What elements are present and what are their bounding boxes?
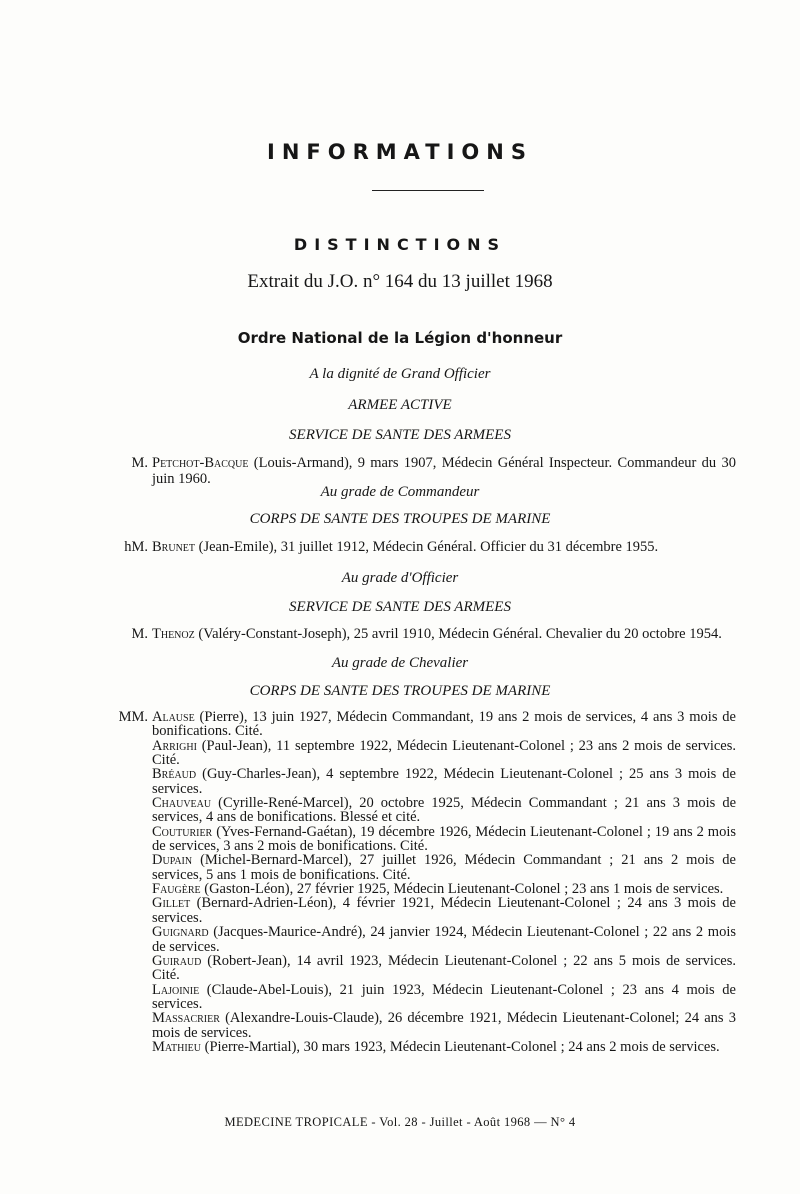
recipient-name: Faugère [152,881,201,898]
entry-details: (Louis-Armand), 9 mars 1907, Médecin Général Inspecteur. Commandeur du 30 juin 1960. [152,455,736,487]
list-item [152,710,736,739]
list-item [152,853,736,882]
recipient-name: Guignard [152,924,209,941]
list-item [152,767,736,796]
list-item [152,925,736,954]
entry-details: (Jean-Emile), 31 juillet 1912, Médecin Général. Officier du 31 décembre 1955. [195,539,659,555]
entry-text [152,539,736,555]
corps-heading: CORPS DE SANTE DES TROUPES DE MARINE [249,511,551,527]
list-item [152,1040,736,1054]
recipient-details: (Claude-Abel-Louis), 21 juin 1923, Médecin Lieutenant-Colonel ; 23 ans 4 mois de services. [152,981,736,1012]
page-title: INFORMATIONS [267,140,533,164]
grade-heading: A la dignité de Grand Officier [309,366,491,382]
title-divider [372,190,484,191]
entry-details: (Valéry-Constant-Joseph), 25 avril 1910, Médecin Général. Chevalier du 20 octobre 1954. [194,626,722,642]
recipient-name: Dupain [152,852,193,869]
list-item [152,983,736,1012]
recipient-name: Couturier [152,823,213,840]
list-item [152,825,736,854]
list-item [152,796,736,825]
entry-name: Brunet [152,539,196,555]
grade-heading: Au grade de Commandeur [320,484,480,500]
recipient-details: (Guy-Charles-Jean), 4 septembre 1922, Médecin Lieutenant-Colonel ; 25 ans 3 mois de services. [152,766,736,797]
entry-name: Thenoz [152,626,195,642]
recipient-name: Guiraud [152,952,202,969]
recipient-details: (Pierre), 13 juin 1927, Médecin Commandant, 19 ans 2 mois de services, 4 ans 3 mois de bonifications. Cité. [152,709,736,740]
recipient-name: Mathieu [152,1038,201,1055]
recipient-details: (Alexandre-Louis-Claude), 26 décembre 1921, Médecin Lieutenant-Colonel; 24 ans 3 mois de services. [152,1010,736,1041]
recipient-name: Gillet [152,895,191,912]
recipient-name: Alause [152,709,195,725]
recipient-details: (Michel-Bernard-Marcel), 27 juillet 1926, Médecin Commandant ; 21 ans 2 mois de services, 5 ans 1 mois de bonifications. Cité. [152,852,736,883]
list-item [152,1011,736,1040]
recipient-name: Arrighi [152,737,197,754]
corps-heading: SERVICE DE SANTE DES ARMEES [289,427,511,443]
list-item [152,739,736,768]
recipient-details: (Pierre-Martial), 30 mars 1923, Médecin Lieutenant-Colonel ; 24 ans 2 mois de services. [201,1038,720,1055]
entry-text [152,626,736,642]
recipient-details: (Bernard-Adrien-Léon), 4 février 1921, Médecin Lieutenant-Colonel ; 24 ans 3 mois de services. [152,895,736,926]
entry-text [152,455,736,487]
extract-line: Extrait du J.O. n° 164 du 13 juillet 1968 [247,271,553,292]
recipient-details: (Robert-Jean), 14 avril 1923, Médecin Lieutenant-Colonel ; 22 ans 5 mois de services. Cité. [152,952,736,984]
recipient-name: Chauveau [152,795,212,812]
recipient-details: (Yves-Fernand-Gaétan), 19 décembre 1926, Médecin Lieutenant-Colonel ; 19 ans 2 mois de services, 3 ans 2 mois de bonifications. Cité. [152,823,736,855]
entry-prefix: M. [131,626,148,642]
page-footer: MEDECINE TROPICALE - Vol. 28 - Juillet - Août 1968 — N° 4 [224,1115,576,1129]
list-item [152,954,736,983]
recipient-details: (Gaston-Léon), 27 février 1925, Médecin Lieutenant-Colonel ; 23 ans 1 mois de services. [200,881,724,898]
entry-prefix: M. [131,455,148,471]
entry-name: Petchot-Bacque [152,455,249,471]
recipient-name: Lajoinie [152,981,200,998]
list-prefix: MM. [118,709,148,725]
section-heading: DISTINCTIONS [293,235,507,254]
order-heading: Ordre National de la Légion d'honneur [237,329,563,347]
corps-heading: SERVICE DE SANTE DES ARMEES [289,599,511,615]
recipient-name: Massacrier [152,1010,220,1027]
list-item [152,882,736,896]
recipient-details: (Paul-Jean), 11 septembre 1922, Médecin Lieutenant-Colonel ; 23 ans 2 mois de services. Cité. [152,737,736,769]
grade-heading: Au grade d'Officier [341,570,459,586]
list-item [152,896,736,925]
grade-heading: Au grade de Chevalier [331,655,469,671]
corps-heading: CORPS DE SANTE DES TROUPES DE MARINE [249,683,551,699]
recipient-details: (Jacques-Maurice-André), 24 janvier 1924, Médecin Lieutenant-Colonel ; 22 ans 2 mois de services. [152,924,736,955]
recipient-name: Bréaud [152,766,197,783]
recipient-list [152,710,736,1054]
corps-heading: ARMEE ACTIVE [348,397,452,413]
recipient-details: (Cyrille-René-Marcel), 20 octobre 1925, Médecin Commandant ; 21 ans 3 mois de services, 4 ans de bonifications. Blessé et cité. [152,795,736,826]
entry-prefix: hM. [124,539,148,555]
